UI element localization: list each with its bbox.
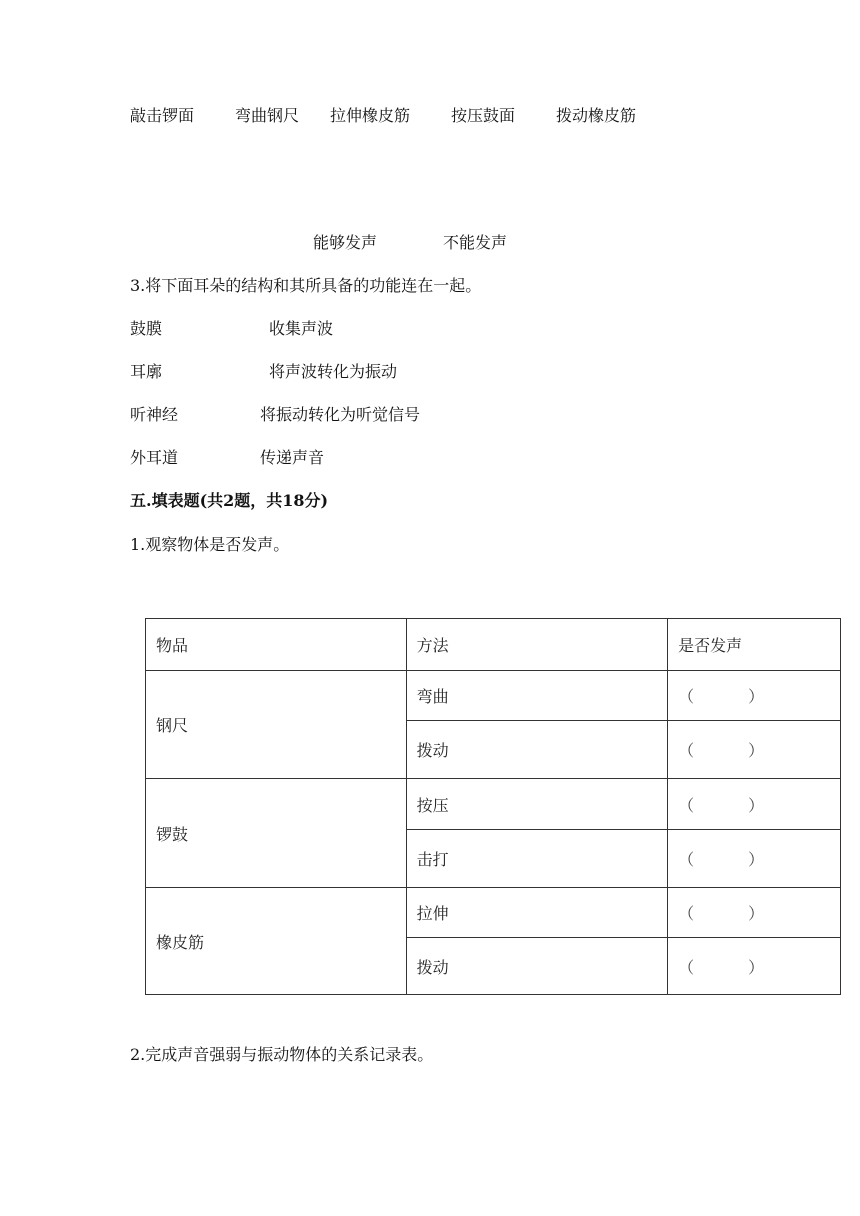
method-cell: 击打 <box>406 830 668 888</box>
ear-structure-1: 鼓膜 <box>130 319 163 338</box>
item-cell: 锣鼓 <box>146 779 407 888</box>
method-cell: 拉伸 <box>406 888 668 938</box>
table-row <box>146 671 841 721</box>
table-1-title: 1.观察物体是否发声。 <box>130 535 290 554</box>
answer-blank[interactable] <box>668 888 841 938</box>
action-item-4: 按压鼓面 <box>451 106 516 125</box>
method-cell: 弯曲 <box>406 671 668 721</box>
category-cannot-sound: 不能发声 <box>443 233 508 252</box>
ear-structure-2: 耳廓 <box>130 362 163 381</box>
table-row <box>146 888 841 938</box>
answer-blank[interactable] <box>668 671 841 721</box>
ear-function-2: 将声波转化为振动 <box>269 362 398 381</box>
observation-table <box>145 618 841 995</box>
question-2-title: 2.完成声音强弱与振动物体的关系记录表。 <box>130 1045 434 1064</box>
ear-function-4: 传递声音 <box>260 448 325 467</box>
blank-close: ） <box>748 904 765 923</box>
question-3-title: 3.将下面耳朵的结构和其所具备的功能连在一起。 <box>130 276 482 295</box>
blank-open: （ <box>678 957 695 977</box>
blank-close: ） <box>748 795 765 815</box>
ear-function-1: 收集声波 <box>269 319 334 338</box>
blank-open: （ <box>678 850 695 869</box>
action-item-5: 拨动橡皮筋 <box>556 106 637 125</box>
table-row <box>146 779 841 830</box>
action-item-1: 敲击锣面 <box>130 106 195 125</box>
blank-open: （ <box>678 687 695 706</box>
section-5-title: 五.填表题(共2题，共18分) <box>130 491 329 510</box>
action-item-3: 拉伸橡皮筋 <box>330 106 411 125</box>
item-cell: 钢尺 <box>146 671 407 779</box>
action-item-2: 弯曲钢尺 <box>235 106 300 125</box>
blank-close: ） <box>748 957 765 977</box>
method-cell: 拨动 <box>406 938 668 995</box>
table-header-row <box>146 619 841 671</box>
blank-open: （ <box>678 795 695 815</box>
header-item: 物品 <box>146 619 407 671</box>
header-sounds: 是否发声 <box>668 619 841 671</box>
method-cell: 按压 <box>406 779 668 830</box>
method-cell: 拨动 <box>406 721 668 779</box>
ear-function-3: 将振动转化为听觉信号 <box>260 405 421 424</box>
ear-structure-4: 外耳道 <box>130 448 179 467</box>
blank-close: ） <box>748 741 765 760</box>
blank-close: ） <box>748 687 765 706</box>
blank-open: （ <box>678 904 695 923</box>
ear-structure-3: 听神经 <box>130 405 179 424</box>
answer-blank[interactable] <box>668 721 841 779</box>
blank-open: （ <box>678 741 695 760</box>
answer-blank[interactable] <box>668 779 841 830</box>
category-can-sound: 能够发声 <box>313 233 378 252</box>
header-method: 方法 <box>406 619 668 671</box>
item-cell: 橡皮筋 <box>146 888 407 995</box>
answer-blank[interactable] <box>668 830 841 888</box>
answer-blank[interactable] <box>668 938 841 995</box>
blank-close: ） <box>748 850 765 869</box>
